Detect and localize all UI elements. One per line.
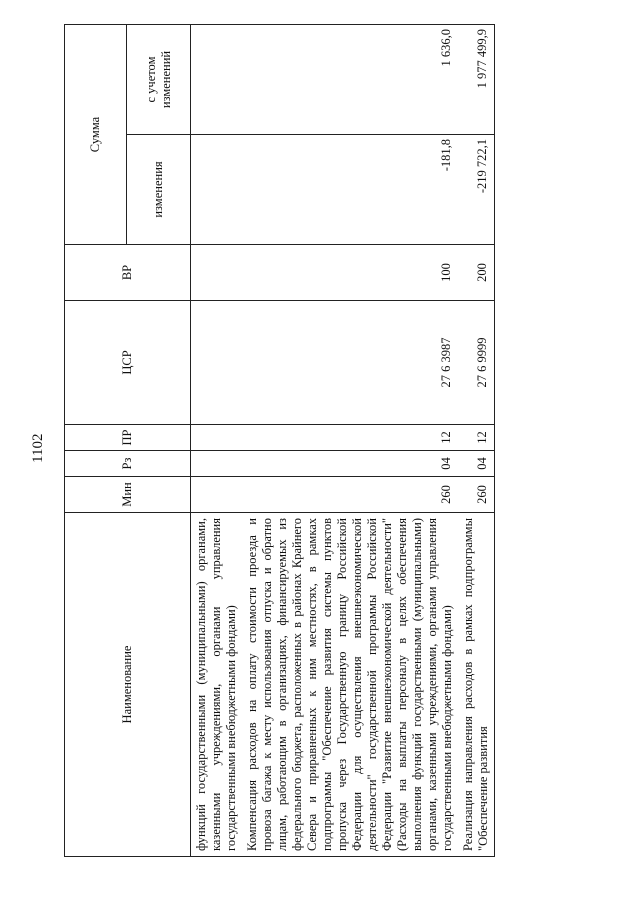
budget-table — [64, 24, 495, 857]
col-header-change: изменения — [127, 135, 191, 245]
row-with-changes: 1 977 499,9 — [458, 25, 495, 135]
row-pr — [191, 425, 243, 451]
row-change — [191, 135, 243, 245]
row-change: -181,8 — [242, 135, 458, 245]
table-row — [242, 25, 458, 857]
col-header-vr: ВР — [65, 245, 191, 301]
col-header-sum: Сумма — [65, 25, 127, 245]
col-header-with-changes: с учетом изменений — [127, 25, 191, 135]
row-rz: 04 — [458, 451, 495, 477]
row-name: функций государственными (муниципальными) органами, казенными учреждениями, органами управления государственными внебюджетными фондами) — [191, 513, 243, 857]
page-number: 1102 — [30, 433, 46, 463]
row-pr: 12 — [458, 425, 495, 451]
row-rz: 04 — [242, 451, 458, 477]
row-min: 260 — [242, 477, 458, 513]
row-min — [191, 477, 243, 513]
table-row — [191, 25, 243, 857]
row-vr: 200 — [458, 245, 495, 301]
table-row — [458, 25, 495, 857]
col-header-pr: ПР — [65, 425, 191, 451]
row-min: 260 — [458, 477, 495, 513]
row-pr: 12 — [242, 425, 458, 451]
row-with-changes: 1 636,0 — [242, 25, 458, 135]
row-vr: 100 — [242, 245, 458, 301]
row-name: Компенсация расходов на оплату стоимости проезда и провоза багажа к месту использования отпуска и обратно лицам, работающим в организациях, финансируемых из федерального бюджета, расположенных в районах Крайнего Севера и приравненных к ним местностях, в рамках подпрограммы "Обеспечение развития системы пунктов пропуска через Государственную границу Российской Федерации для осуществления внешнеэкономической деятельности" государственной программы Российской Федерации "Развитие внешнеэкономической деятельности" (Расходы на выплаты персоналу в целях обеспечения выполнения функций государственными (муниципальными) органами, казенными учреждениями, органами управления государственными внебюджетными фондами) — [242, 513, 458, 857]
row-rz — [191, 451, 243, 477]
row-csr: 27 6 3987 — [242, 301, 458, 425]
col-header-rz: Рз — [65, 451, 191, 477]
col-header-min: Мин — [65, 477, 191, 513]
row-vr — [191, 245, 243, 301]
col-header-name: Наименование — [65, 513, 191, 857]
row-with-changes — [191, 25, 243, 135]
row-change: -219 722,1 — [458, 135, 495, 245]
row-csr: 27 6 9999 — [458, 301, 495, 425]
row-csr — [191, 301, 243, 425]
row-name: Реализация направления расходов в рамках подпрограммы "Обеспечение развития — [458, 513, 495, 857]
col-header-csr: ЦСР — [65, 301, 191, 425]
